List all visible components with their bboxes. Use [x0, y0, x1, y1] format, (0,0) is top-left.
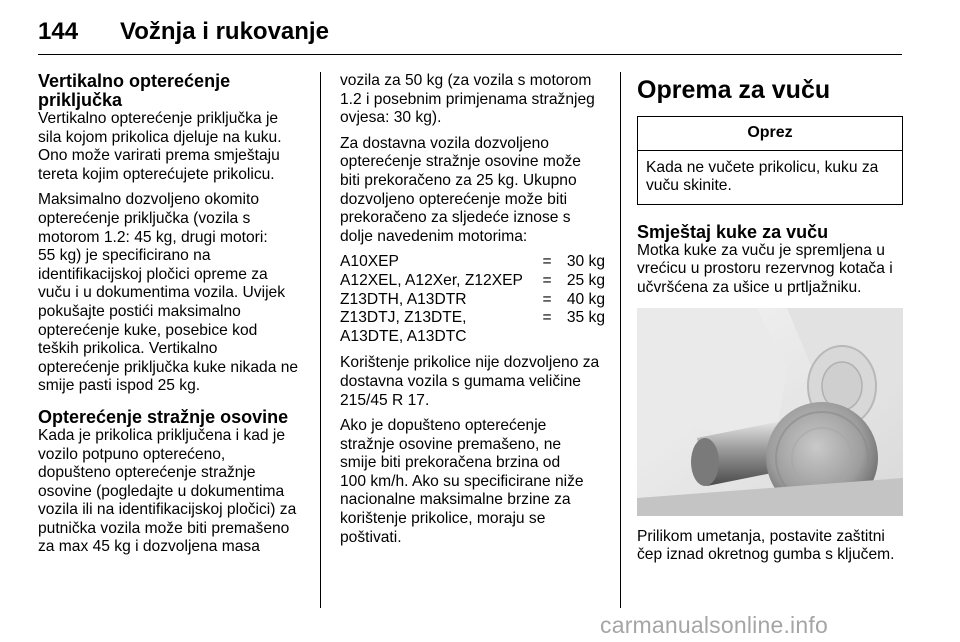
table-row — [340, 272, 605, 291]
engine-cell: Z13DTJ, Z13DTE, A13DTE, A13DTC — [340, 309, 467, 345]
equals-cell: = — [542, 309, 552, 327]
engine-load-table — [340, 253, 605, 346]
caution-box — [637, 116, 903, 205]
paragraph: Korištenje prikolice nije dozvoljeno za dostavna vozila s gumama veličine 215/45 R 17. — [340, 354, 600, 409]
chapter-title: Vožnja i rukovanje — [120, 18, 329, 45]
section-heading-tow-hook-storage: Smještaj kuke za vuču — [637, 221, 829, 242]
value-cell: 25 kg — [566, 271, 605, 289]
equals-cell: = — [542, 271, 552, 289]
value-cell: 35 kg — [566, 309, 605, 327]
tow-hook-illustration — [637, 308, 903, 516]
column-1 — [38, 72, 308, 564]
caution-text: Kada ne vučete prikolicu, kuku za vuču skinite. — [646, 158, 879, 195]
paragraph: Maksimalno dozvoljeno okomito opterećenje priključka (vozila s motorom 1.2: 45 kg, drugi motori: 55 kg) je specificirano na identifikacijskoj pločici opreme za vuču i u dokumentima vozila. Uvijek pokušajte postići maksimalno opterećenje kuke, posebice kod teških prikolica. Vertikalno opterećenje priključka kuke nikada ne smije pasti ispod 25 kg. — [38, 191, 299, 395]
table-row — [340, 291, 605, 310]
section-heading-vertical-load: Vertikalno opterećenje priključka — [38, 71, 231, 110]
table-row — [340, 253, 605, 272]
paragraph: Motka kuke za vuču je spremljena u vrećicu u prostoru rezervnog kotača i učvršćena za ušice u prtljažniku. — [637, 241, 893, 296]
section-heading-rear-axle-load: Opterećenje stražnje osovine — [38, 406, 289, 427]
tow-hook-photo — [637, 308, 903, 516]
page-header — [38, 18, 902, 55]
engine-cell: A10XEP — [340, 253, 399, 271]
paragraph: vozila za 50 kg (za vozila s motorom 1.2 i posebnim primjenama stražnjeg ovjesa: 30 kg). — [340, 72, 595, 127]
column-divider-right — [620, 72, 621, 608]
caution-heading: Oprez — [638, 117, 902, 151]
equals-cell: = — [542, 253, 552, 271]
value-cell: 30 kg — [566, 253, 605, 271]
page-number: 144 — [38, 18, 79, 45]
column-2 — [340, 72, 605, 554]
paragraph: Za dostavna vozila dozvoljeno opterećenje stražnje osovine može biti prekoračeno za 25 kg. Ukupno dozvoljeno opterećenje može biti prekoračeno za sljedeće iznose s dolje navedenim motorima: — [340, 134, 581, 245]
paragraph: Prilikom umetanja, postavite zaštitni čep iznad okretnog gumba s ključem. — [637, 527, 895, 564]
equals-cell: = — [542, 290, 552, 308]
engine-cell: A12XEL, A12Xer, Z12XEP — [340, 271, 523, 289]
value-cell: 40 kg — [566, 290, 605, 308]
paragraph: Kada je prikolica priključena i kad je vozilo potpuno opterećeno, dopušteno opterećenje stražnje osovine (pogledajte u dokumentima vozila ili na identifikacijskoj pločici) za putnička vozila može biti premašeno za max 45 kg i dozvoljena masa — [38, 426, 297, 556]
engine-cell: Z13DTH, A13DTR — [340, 290, 467, 308]
column-3 — [637, 76, 903, 572]
table-row — [340, 309, 605, 346]
watermark: carmanualsonline.info — [600, 612, 828, 638]
column-divider-left — [320, 72, 321, 608]
paragraph: Ako je dopušteno opterećenje stražnje osovine premašeno, ne smije biti prekoračena brzina od 100 km/h. Ako su specificirane niže nacionalne maksimalne brzine za korištenje prikolice, moraju se poštivati. — [340, 417, 584, 546]
paragraph: Vertikalno opterećenje priključka je sila kojom prikolica djeluje na kuku. Ono može varirati prema smještaju tereta kojim opterećujete prikolicu. — [38, 110, 282, 183]
section-title-towing-equipment: Oprema za vuču — [637, 76, 831, 104]
